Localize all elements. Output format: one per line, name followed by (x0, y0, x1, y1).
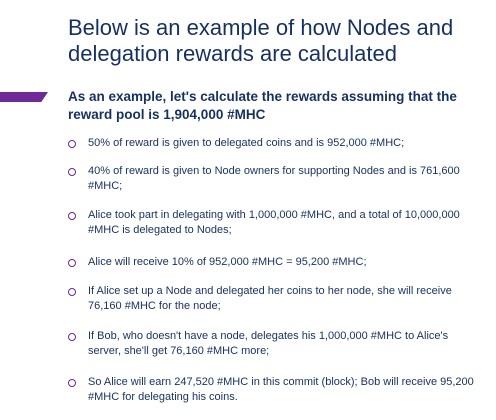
bullet-marker (68, 333, 76, 341)
bullet-text: Alice will receive 10% of 952,000 #MHC = 95,200 #MHC; (88, 256, 367, 268)
accent-bar (0, 92, 48, 102)
bullet-text: If Bob, who doesn't have a node, delegates his 1,000,000 #MHC to Alice's server, she'll get 76,160 #MHC more; (88, 330, 449, 357)
intro-text: As an example, let's calculate the rewards assuming that the reward pool is 1,904,000 #MHC (68, 89, 457, 122)
bullet-marker (68, 140, 76, 148)
bullet-marker (68, 212, 76, 220)
page-title: Below is an example of how Nodes and delegation rewards are calculated (68, 15, 454, 66)
bullet-marker (68, 379, 76, 387)
bullet-text: 50% of reward is given to delegated coins and is 952,000 #MHC; (88, 137, 405, 149)
bullet-marker (68, 168, 76, 176)
bullet-text: Alice took part in delegating with 1,000,000 #MHC, and a total of 10,000,000 #MHC is delegated to Nodes; (88, 209, 460, 236)
bullet-text: 40% of reward is given to Node owners for supporting Nodes and is 761,600 #MHC; (88, 165, 460, 192)
bullet-marker (68, 288, 76, 296)
bullet-text: So Alice will earn 247,520 #MHC in this commit (block); Bob will receive 95,200 #MHC for delegating his coins. (88, 376, 474, 403)
bullet-text: If Alice set up a Node and delegated her coins to her node, she will receive 76,160 #MHC for the node; (88, 285, 452, 312)
bullet-marker (68, 259, 76, 267)
